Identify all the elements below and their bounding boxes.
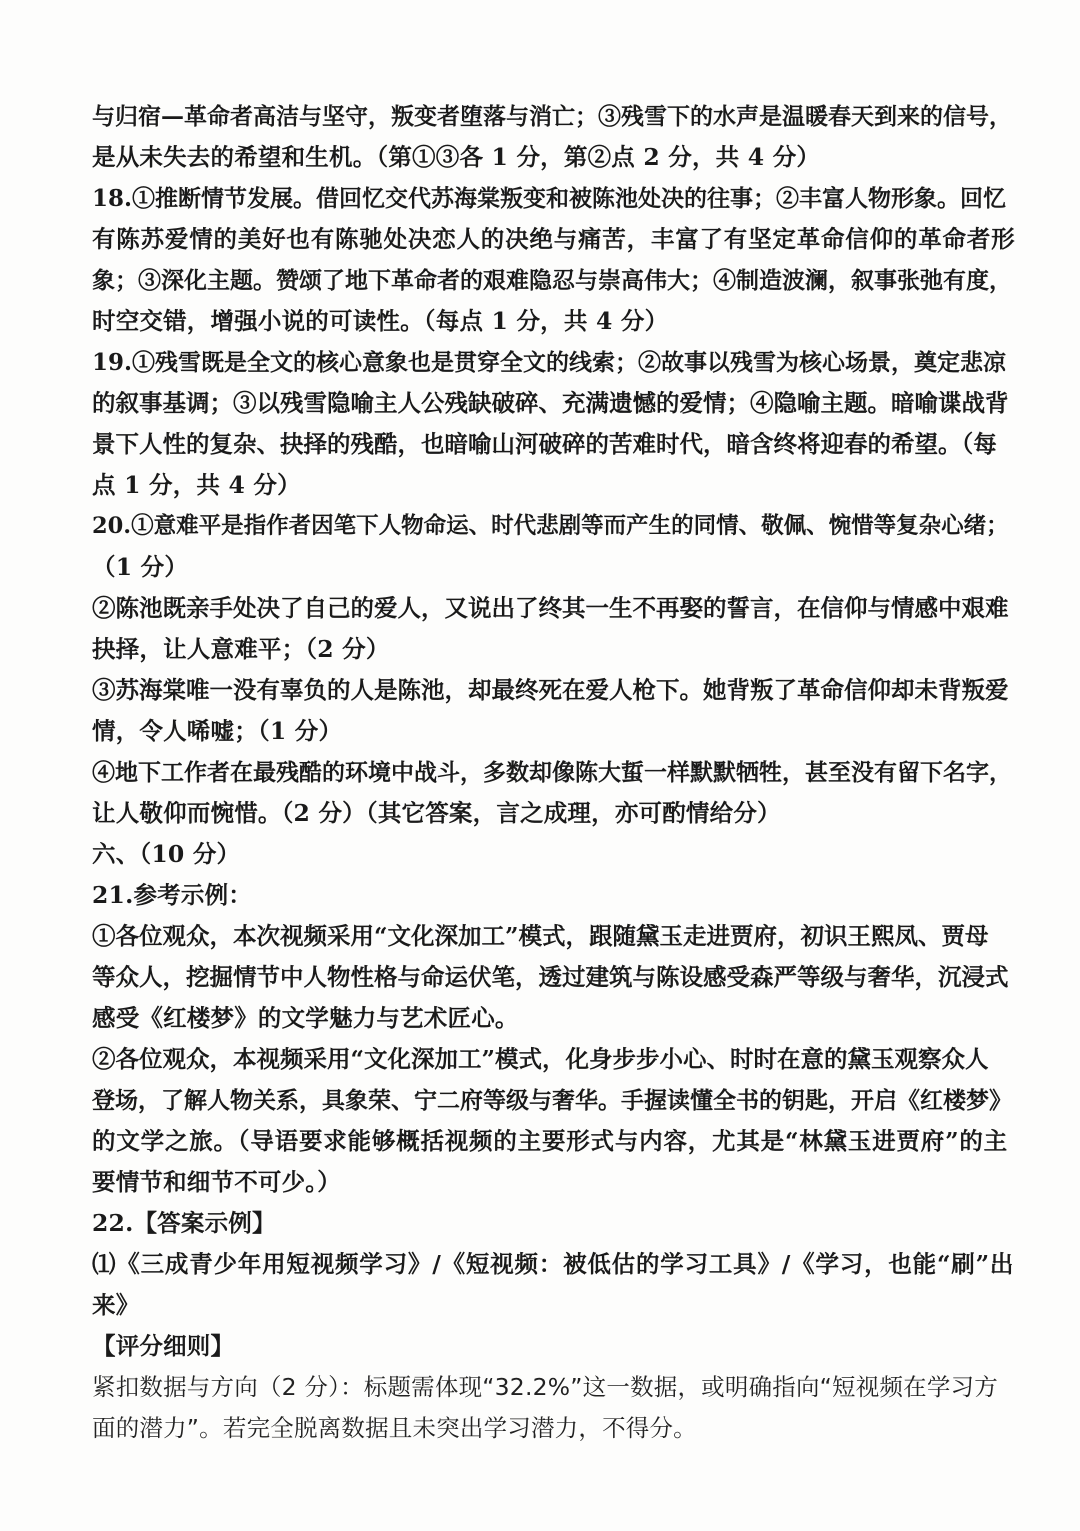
text-line: 22.【答案示例】 (92, 1209, 276, 1237)
text-line: 时空交错，增强小说的可读性。（每点 1 分，共 4 分） (92, 307, 669, 335)
question-22-answer (92, 1203, 1018, 1449)
question-17-tail (92, 96, 1018, 178)
text-line: ④地下工作者在最残酷的环境中战斗，多数却像陈大蜇一样默默牺牲，甚至没有留下名字， (92, 759, 1012, 786)
text-line: 象；③深化主题。赞颂了地下革命者的艰难隐忍与崇高伟大；④制造波澜，叙事张弛有度， (92, 267, 1012, 294)
question-21-answer (92, 875, 1018, 1203)
text-line: 来》 (92, 1291, 140, 1319)
text-line: 情，令人唏嘘；（1 分） (92, 717, 343, 745)
text-line: ⑴《三成青少年用短视频学习》/《短视频：被低估的学习工具》/《学习，也能“刷”出 (92, 1250, 1015, 1278)
text-line: 的叙事基调；③以残雪隐喻主人公残缺破碎、充满遗憾的爱情；④隐喻主题。暗喻谍战背 (92, 389, 1009, 417)
text-line: 19.①残雪既是全文的核心意象也是贯穿全文的线索；②故事以残雪为核心场景，奠定悲凉 (92, 349, 1007, 376)
text-line: ③苏海棠唯一没有辜负的人是陈池，却最终死在爱人枪下。她背叛了革命信仰却未背叛爱 (92, 676, 1009, 704)
text-line: 登场，了解人物关系，具象荣、宁二府等级与奢华。手握读懂全书的钥匙，开启《红楼梦》 (92, 1087, 1012, 1114)
text-line: 要情节和细节不可少。） (92, 1168, 341, 1196)
text-line: 让人敬仰而惋惜。（2 分）（其它答案，言之成理，亦可酌情给分） (92, 799, 781, 827)
section-6-heading (92, 834, 1018, 875)
text-line: （1 分） (92, 553, 189, 581)
text-line: 21.参考示例： (92, 881, 252, 909)
text-line: 面的潜力”。若完全脱离数据且未突出学习潜力，不得分。 (92, 1414, 697, 1442)
text-line: 抉择，让人意难平；（2 分） (92, 635, 390, 663)
text-line: ①各位观众，本次视频采用“文化深加工”模式，跟随黛玉走进贾府，初识王熙凤、贾母 (92, 922, 989, 950)
text-line: 紧扣数据与方向（2 分）：标题需体现“32.2%”这一数据，或明确指向“短视频在学习方 (92, 1373, 998, 1401)
question-20-answer (92, 506, 1018, 834)
text-line: 是从未失去的希望和生机。（第①③各 1 分，第②点 2 分，共 4 分） (92, 143, 821, 171)
text-line: 与归宿—革命者高洁与坚守，叛变者堕落与消亡；③残雪下的水声是温暖春天到来的信号， (92, 103, 1012, 130)
text-line: 等众人，挖掘情节中人物性格与命运伏笔，透过建筑与陈设感受森严等级与奢华，沉浸式 (92, 963, 1009, 991)
text-line: 【评分细则】 (92, 1332, 235, 1360)
text-line: 景下人性的复杂、抉择的残酷，也暗喻山河破碎的苦难时代，暗含终将迎春的希望。（每 (92, 430, 997, 458)
text-line: 感受《红楼梦》的文学魅力与艺术匠心。 (92, 1004, 519, 1032)
question-19-answer (92, 342, 1018, 506)
text-line: 点 1 分，共 4 分） (92, 471, 301, 499)
section-heading: 六、（10 分） (92, 840, 241, 868)
question-18-answer (92, 178, 1018, 342)
text-line: 20.①意难平是指作者因笔下人物命运、时代悲剧等而产生的同情、敬佩、惋惜等复杂心绪； (92, 513, 1009, 539)
text-line: 的文学之旅。（导语要求能够概括视频的主要形式与内容，尤其是“林黛玉进贾府”的主 (92, 1127, 1008, 1155)
text-line: 有陈苏爱情的美好也有陈驰处决恋人的决绝与痛苦，丰富了有坚定革命信仰的革命者形 (92, 225, 1016, 253)
text-line: ②各位观众，本视频采用“文化深加工”模式，化身步步小心、时时在意的黛玉观察众人 (92, 1045, 989, 1073)
text-line: 18.①推断情节发展。借回忆交代苏海棠叛变和被陈池处决的往事；②丰富人物形象。回忆 (92, 185, 1007, 212)
text-line: ②陈池既亲手处决了自己的爱人，又说出了终其一生不再娶的誓言，在信仰与情感中艰难 (92, 594, 1009, 622)
